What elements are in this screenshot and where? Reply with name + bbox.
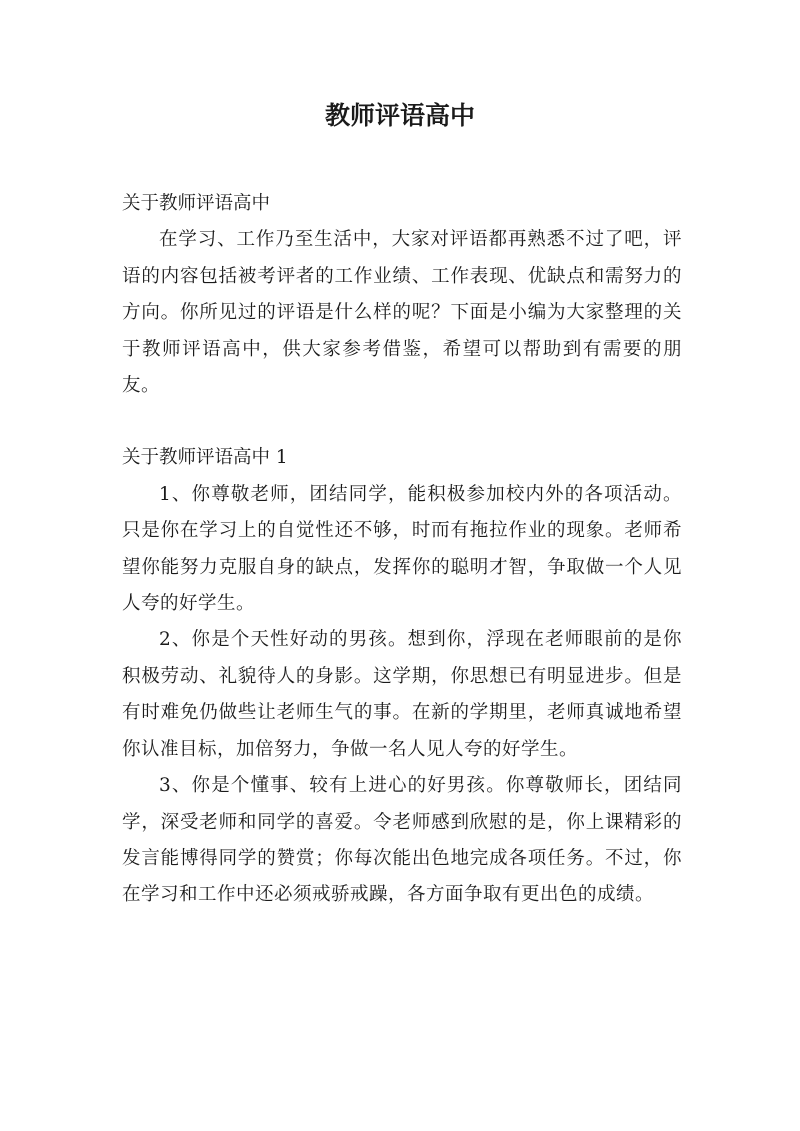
document-title: 教师评语高中 [324, 101, 475, 130]
comment-item-1: 1、你尊敬老师，团结同学，能积极参加校内外的各项活动。只是你在学习上的自觉性还不够，时而有拖拉作业的现象。老师希望你能努力克服自身的缺点，发挥你的聪明才智，争取做一个人见人夸的好学生。 [122, 483, 682, 615]
intro-heading: 关于教师评语高中 [122, 193, 271, 214]
comment-item-2: 2、你是个天性好动的男孩。想到你，浮现在老师眼前的是你积极劳动、礼貌待人的身影。这学期，你思想已有明显进步。但是有时难免仍做些让老师生气的事。在新的学期里，老师真诚地希望你认准目标，加倍努力，争做一名人见人夸的好学生。 [122, 629, 682, 760]
section-spacer [122, 404, 682, 440]
section-heading: 关于教师评语高中 1 [122, 447, 288, 469]
comment-item-3: 3、你是个懂事、较有上进心的好男孩。你尊敬师长，团结同学，深受老师和同学的喜爱。令老师感到欣慰的是，你上课精彩的发言能博得同学的赞赏；你每次能出色地完成各项任务。不过，你在学习和工作中还必须戒骄戒躁，各方面争取有更出色的成绩。 [122, 775, 682, 906]
intro-paragraph: 在学习、工作乃至生活中，大家对评语都再熟悉不过了吧，评语的内容包括被考评者的工作业绩、工作表现、优缺点和需努力的方向。你所见过的评语是什么样的呢？下面是小编为大家整理的关于教师评语高中，供大家参考借鉴，希望可以帮助到有需要的朋友。 [122, 229, 682, 397]
document-body [122, 186, 682, 914]
